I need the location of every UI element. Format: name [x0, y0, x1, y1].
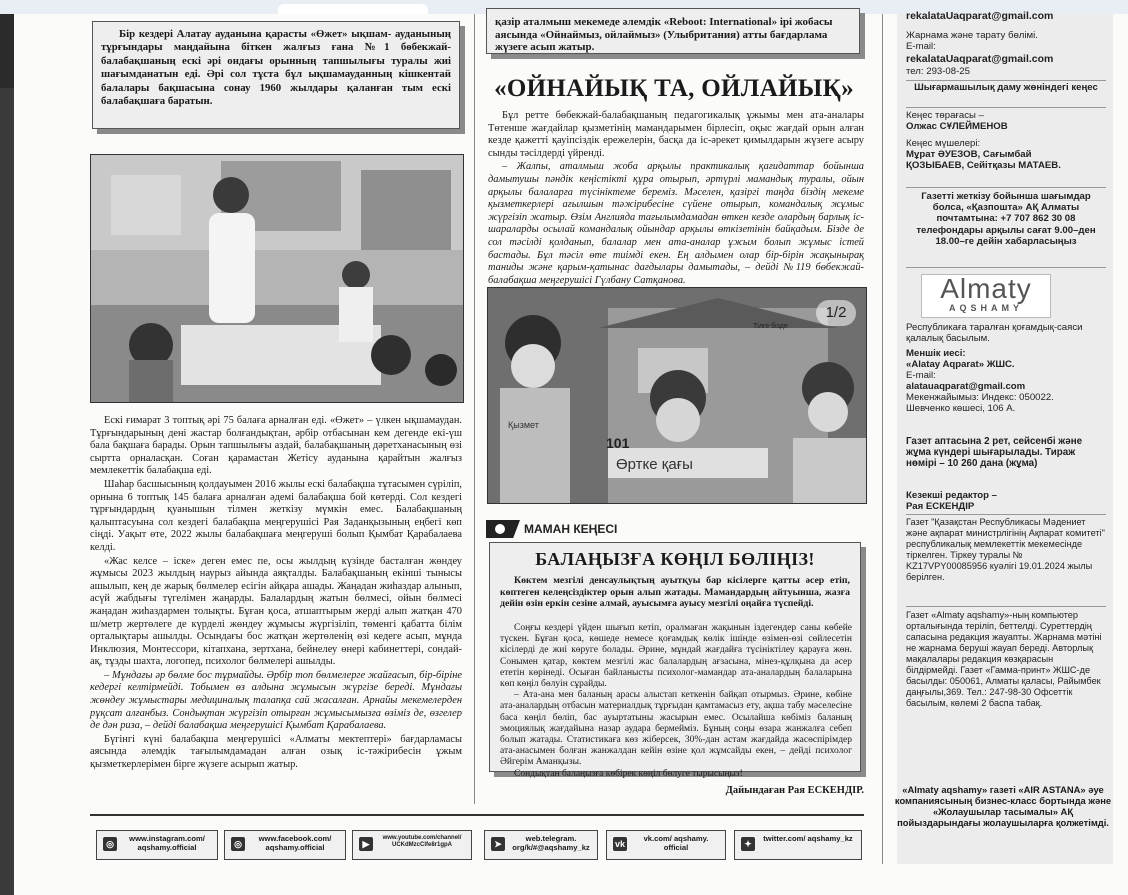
logo-sub: AQSHAMY: [948, 303, 1023, 313]
gallery-counter-label: 1/2: [825, 304, 847, 321]
air-astana-note: «Almaty aqshamy» газеті «AIR ASTANA» әуе компаниясының бизнес-класс бортында және «Жолаушылар тасымалы» АҚ пойыздарындағы жолаушыларға қолжетімді.: [894, 784, 1112, 828]
youtube-icon: ▶: [359, 837, 373, 851]
section-label-dot: [495, 524, 505, 534]
left-paragraph-1: Ескі ғимарат 3 топтық әрі 75 балаға арналған еді. «Өжет» – үлкен ықшамаудан. Тұрғындарының дені жастар болғандықтан, әрбір отбасынан кем дегенде екі-үш бала бақшаға барады. Орын тапшылығы аздай, балабақшаның дәретханасының өзі сыртта орналасқан. Соған қарамастан Жетісу ауданына қарайтын жалғыз мемлекеттік балабақша еді.: [90, 415, 462, 477]
sidebar-chair: Олжас СҰЛЕЙМЕНОВ: [906, 121, 1008, 132]
left-paragraph-5: Бүгінгі күні балабақша меңгерушісі «Алматы мектептері» бағдарламасы аясында әлемдік тағылымдамадан алған озық іс-тәжірибесін ұжым қызметкерлерімен бірге жүзеге асырып жатыр.: [90, 733, 462, 771]
instagram-icon: ◎: [103, 837, 117, 851]
advice-lead: Көктем мезгілі денсаулықтың ауытқуы бар кісілерге қатты әсер етіп, көптеген келеңсіздіктер орын алып жатады. Мамандардың айтуынша, жазға дейін өзін еркін сезіне алмай, ауысымға ауысу мезгілі оңайға түспейді.: [500, 575, 850, 610]
mid-top-text: қазір аталмыш мекемеде әлемдік «Reboot: International» ірі жобасы аясында «Ойнаймыз, ойлаймыз» (Улыбритания) атты бағдарлама жүзеге асып жатыр.: [495, 16, 833, 54]
sidebar-owner-label: Меншік иесі:: [906, 348, 966, 359]
sidebar-address: Мекенжайымыз: Индекс: 050022. Шевченко көшесі, 106 А.: [906, 392, 1054, 415]
sidebar-owner-email-label: E-mail:: [906, 370, 936, 381]
section-label-bar: [486, 520, 864, 538]
social-vk[interactable]: [606, 830, 726, 860]
sidebar-council-title: Шығармашылық даму жөніндегі кеңес: [914, 82, 1098, 93]
left-article-body: [90, 415, 462, 773]
mid-headline: «ОЙНАЙЫҚ ТА, ОЙЛАЙЫҚ»: [494, 75, 854, 102]
sidebar-rule-2: [906, 107, 1106, 108]
sidebar-editor: Рая ЕСКЕНДІР: [906, 501, 975, 512]
section-label-tab: [486, 520, 520, 538]
photo-sign-c: 101: [606, 435, 630, 451]
advice-body: [500, 623, 852, 780]
social-youtube-text: www.youtube.com/channel/ UCKdMzcClfe8r1gpA: [382, 835, 462, 848]
sidebar-owner-email: alatauaqparat@gmail.com: [906, 381, 1026, 392]
sidebar-owner: «Alatay Aqparat» ЖШС.: [906, 359, 1015, 370]
social-twitter-text: twitter.com/ aqshamy_kz: [763, 834, 853, 843]
mid-article-body: [488, 110, 864, 288]
logo-main: Almaty: [940, 273, 1032, 304]
social-telegram[interactable]: [484, 830, 598, 860]
mid-paragraph-2: – Жалпы, аталмыш жоба арқылы практикалық қағидаттар бойынша дамытушы пәндік кеңістікті құра отырып, әртүрлі мамандық туралы, ойын арқылы балаларға түсініктеме береміз. Мәселен, қазіргі таңда біздің мекеме қызметкерлері ағылшын тәжірибесіне сүйене отырып, командалық жұмыс жүргізіп жатыр. Өзім Англияда тағылымдамадан өткен кезде олардың барлық іс-шараларды осылай командалық ойындар арқылы өткізетінін байқадым. Бізде де сол тәсілді қолданып, балалар мен ата-аналар ұжым болып жұмыс істей бастады. Бұл тәсіл өте тиімді екен. Ең алдымен олар бір-бірін жақынырақ таниды және қарым-қатынас дағдылары дамытады, – дейді №119 бөбекжай-балабақша меңгерушісі Гүлбану Сатқанова.: [488, 161, 864, 286]
viewer-margin: [0, 88, 14, 895]
photo-sign-a: Өртке қағы: [616, 456, 693, 473]
social-youtube[interactable]: [352, 830, 472, 860]
advice-paragraph-1: Соңғы кездері үйден шығып кетіп, оралмаған жақынын іздегендер саны көбейе түскен. Бұған қоса, көшеде немесе қоғамдық көлік ішінде өзімен-өзі сөйлесетін кісілерді де жиі көруге болады. Әрине, мұндай жағдайға түсініктілеу қарауға жөн. Сонымен қатар, көктем мезгілі жас балалардың ағзасына, мінез-құлқына да әсер ететін көрінеді. Осыған байланысты психолог-мамандар ата-аналардың балаларына көп көңіл бөлуін сұрайды.: [500, 623, 852, 690]
gallery-counter[interactable]: [816, 300, 856, 326]
sidebar-rule-6: [906, 606, 1106, 607]
social-instagram-text: www.instagram.com/ aqshamy.official: [129, 834, 205, 852]
sidebar-rule-3: [906, 187, 1106, 188]
photo-kids-firefighters: [487, 287, 867, 504]
sidebar-editor-label: Кезекші редактор –: [906, 490, 998, 501]
social-twitter[interactable]: [734, 830, 862, 860]
photo-sign-d: Тілге бізде: [753, 323, 788, 330]
social-facebook[interactable]: [224, 830, 346, 860]
column-rule-1: [474, 14, 475, 804]
social-telegram-text: web.telegram. org/k/#@aqshamy_kz: [512, 834, 590, 852]
column-rule-2: [882, 14, 883, 864]
sidebar-print-info: Газет «Almaty aqshamy»-ның компьютер орталығында терiлiп, беттелдi. Суреттердің сапасына редакция жауапты. Жарнама мәтіні не жарнама беруші жауап береді. Авторлық мақалалары редакция көзқарасын білдірмейді. Газет «Гамма-принт» ЖШС-де басылды: 050061, Алматы қаласы, Райымбек даңғылы,369. Тел.: 247-98-30 Офсеттік басылым, көлемі 2 баспа табақ.: [906, 610, 1102, 708]
sidebar-email-ad: rekalataUaqparat@gmail.com: [906, 53, 1054, 65]
photo-sign-b: Қызмет: [508, 420, 539, 430]
sidebar: [897, 10, 1113, 864]
mid-paragraph-1: Бұл ретте бөбекжай-балабақшаның педагогикалық ұжымы мен ата-аналары Төтенше жағдайлар қызметінің мамандарымен бірлесіп, оқыс жағдай орын алған кезде қажетті қауіпсіздік ережелерін, басқа да іс-әрекет қимылдарын жүзеге асыру сынды тәсілдерді үйренді.: [488, 110, 864, 159]
sidebar-members-label: Кеңес мүшелері:: [906, 138, 981, 149]
section-label: МАМАН КЕҢЕСІ: [524, 522, 618, 536]
sidebar-registration: Газет "Қазақстан Республикасы Мәдениет және ақпарат министрлігінің Ақпарат комитеті" республикалық мемлекеттік мекемесінде тіркелген. Тіркеу туралы № KZ17VPY00085956 куәлігі 19.01.2024 жылы берілген.: [906, 517, 1105, 582]
photo-classroom: [90, 154, 464, 403]
footer-rule: [90, 814, 864, 816]
browser-tab[interactable]: [278, 4, 428, 14]
sidebar-members: Мұрат ӘУЕЗОВ, Сағымбай ҚОЗЫБАЕВ, Сейітқазы МАТАЕВ.: [906, 149, 1061, 172]
left-paragraph-2: Шаһар басшысының қолдауымен 2016 жылы ескі балабақша тұтасымен сүріліп, орнына 6 топтық 145 балаға арналған әдемі балабақша бой көтерді. Сол кездегі тұрғындардың қуанышын тілмен жеткізу мүмкін емес. Балабақшаның қалыптасуына сол кездегі балабақша меңгерушісі Рая Заданқызының еңбегі көп сіңді. Уақыт өте, 2022 жылы балабақшаға меңгеруші болып Қымбат Қарабалаева келді.: [90, 478, 462, 553]
social-vk-text: vk.com/ aqshamy. official: [643, 834, 709, 852]
newspaper-page: [14, 10, 1128, 895]
classroom-scene: [91, 155, 463, 402]
sidebar-ad-title: Жарнама және тарату бөлімі. E-mail:: [906, 30, 1038, 53]
sidebar-chair-label: Кеңес төрағасы –: [906, 110, 984, 121]
advice-paragraph-2: – Ата-ана мен баланың арасы алыстап кеткенін байқап отырмыз. Әрине, көбіне ата-аналардың отбасын материалдық тұрғыдан қамтамасыз ету, ақша табу мәселесіне баса көңіл бөліп, бас ауыртатыны жасырын емес. Осылайша көбіміз баланың эмоциялық жағдайына назар аудара бермейміз. Бұның соңы өзара жанжалға себеп болып жатады. Статистикаға көз жіберсек, 30%-дан астам жағдайда жасөспірімдер ата-анасымен болған жанжалдан кейін өзіне қол жұмсайды екен, – дейді психолог Әйгерім Аманқызы.: [500, 690, 852, 768]
sidebar-delivery: Газетті жеткізу бойынша шағымдар болса, «Қазпошта» АҚ Алматы почтамтына: +7 707 862 30 08 телефондары арқылы сағат 9.00–ден 18.00–ге дейін хабарласыңыз: [916, 191, 1096, 247]
byline: Дайындаған Рая ЕСКЕНДІР.: [725, 785, 864, 796]
sidebar-email-top: rekalataUaqparat@gmail.com: [906, 10, 1054, 22]
sidebar-rule-4: [906, 267, 1106, 268]
lead-text: Бір кездері Алатау ауданына қарасты «Өжет» ықшам- ауданының тұрғындары маңдайына біткен жалғыз ғана №1 бөбекжай-балабақшаның ескі әрі ондағы орынның тапшылығы туралы жиі шағымданатын еді. Әрі сол тұста бұл ықшамауданның кішкентай балалары бақшасына сонау 1960 жылдары қаланған тым ескі балабақшаға баратын.: [101, 28, 451, 108]
sidebar-logo: [921, 274, 1051, 318]
sidebar-schedule: Газет аптасына 2 рет, сейсенбі және жұма күндері шығарылады. Тираж нөмірі – 10 260 дана (жұма): [906, 436, 1083, 470]
advice-box: [489, 542, 861, 779]
lead-box: [92, 21, 460, 129]
left-paragraph-3: «Жас келсе – іске» деген емес пе, осы жылдың күзінде басталған жөндеу жұмысы 2023 жылдың наурыз айында аяқталды. Балабақшаның екінші тынысы ашылып, кең де жарық бөлмелер есігін айқара ашады. Жаңадан жиһаздар алынып, асүй жабдығы түгелімен жаңарды. Балалардың жатын бөлмесі, ойын бөлмесі жаңадан жиһаздармен толықты. Бұған қоса, атшаптырым жерді алып жатқан 470 ш/метр жертөлеге де күрделі жөндеу жұмысы жүргізіліп, төменгі қабатта білім орталықтары ашылды. Осындағы бос жатқан жертөленің өзі кедеге асып, мұнда Инклюзия, Монтессори, кітапхана, зертхана, бейнелеу өнері кабинеттері, сондай-ақ, тұзды шахта, логопед, психолог бөлмелері ашылды.: [90, 555, 462, 668]
social-instagram[interactable]: [96, 830, 218, 860]
sidebar-phone: тел: 293-08-25: [906, 66, 970, 77]
sidebar-rule-1: [906, 80, 1106, 81]
vk-icon: vk: [614, 839, 625, 849]
left-paragraph-4: – Мұндағы әр бөлме бос тұрмайды. Әрбір топ бөлмелерге жайғасып, бір-біріне кедергі келтірмейді. Тобымен өз алдына жұмысын жүргізе береді. Мұндағы жөндеу жұмыстары медициналық талапқа сай жасалған. Арнайы мекемелерден рұқсат алғанбыз. Сондықтан жүргізіп отырған жұмысымызға өзіміз де, өзгелер де дән риза, – дейді балабақша меңгерушісі Қымбат Қарабалаева.: [90, 669, 462, 732]
advice-headline: БАЛАҢЫЗҒА КӨҢІЛ БӨЛІҢІЗ!: [535, 549, 815, 569]
twitter-icon: ✦: [741, 837, 755, 851]
kids-scene: [488, 288, 866, 503]
sidebar-rule-5: [906, 514, 1106, 515]
advice-paragraph-3: Сондықтан балаңызға көбірек көңіл бөлуге тырысыңыз!: [514, 768, 743, 779]
social-facebook-text: www.facebook.com/ aqshamy.official: [258, 834, 332, 852]
facebook-icon: ◎: [231, 837, 245, 851]
sidebar-logo-caption: Республикаға таралған қоғамдық-саяси қалалық басылым.: [906, 322, 1083, 345]
telegram-icon: ➤: [491, 837, 505, 851]
mid-top-box: [486, 8, 860, 54]
